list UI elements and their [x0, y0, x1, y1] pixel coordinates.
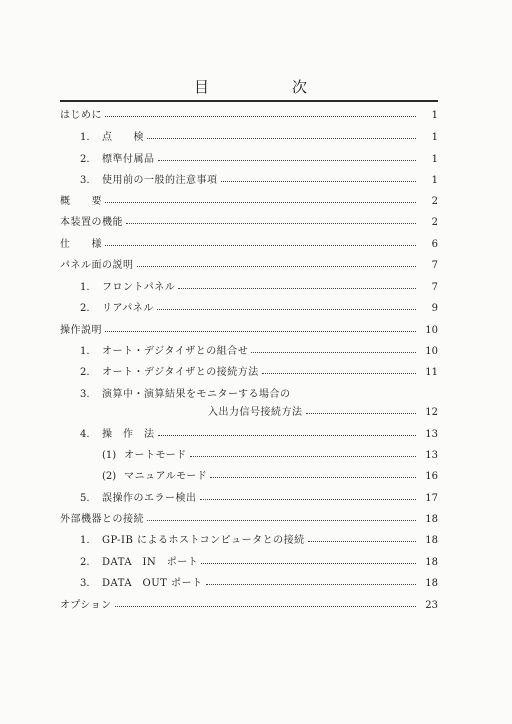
- toc-page-number: 2: [431, 196, 438, 207]
- toc-page-number: 18: [425, 514, 438, 525]
- toc-entry: [60, 234, 438, 250]
- toc-page-number: 1: [431, 132, 438, 143]
- toc-page-number: 17: [425, 493, 438, 504]
- toc-entry: [80, 573, 438, 589]
- dot-leader: [147, 520, 416, 521]
- dot-leader: [137, 266, 417, 267]
- dot-leader: [158, 160, 417, 161]
- dot-leader: [147, 138, 416, 139]
- toc-number: 1.: [80, 132, 90, 143]
- toc-entry: [60, 105, 438, 121]
- toc-page-number: 18: [425, 535, 438, 546]
- dot-leader: [157, 309, 416, 310]
- toc-entry: [60, 191, 438, 207]
- toc-entry: [80, 488, 438, 504]
- toc-label: 点 検: [102, 132, 144, 143]
- toc-page-number: 13: [425, 429, 438, 440]
- toc-entry: [80, 384, 438, 400]
- toc-page-number: 7: [431, 282, 438, 293]
- toc-number: (1): [102, 450, 117, 461]
- toc-entry: [80, 298, 438, 314]
- toc-page-number: 1: [431, 154, 438, 165]
- toc-label: DATA IN ポート: [102, 557, 199, 568]
- toc-entry: [80, 277, 438, 293]
- toc-page-number: 1: [431, 110, 438, 121]
- dot-leader: [210, 477, 416, 478]
- toc-page-number: 12: [425, 407, 438, 418]
- toc-label: 外部機器との接続: [60, 514, 144, 525]
- dot-leader: [306, 413, 417, 414]
- toc-page-number: 10: [425, 346, 438, 357]
- dot-leader: [201, 563, 416, 564]
- toc-number: 1.: [80, 346, 90, 357]
- toc-number: 1.: [80, 282, 90, 293]
- toc-label: 仕 様: [60, 239, 102, 250]
- toc-entry: [102, 466, 438, 482]
- toc-entry: [60, 320, 438, 336]
- dot-leader: [115, 606, 416, 607]
- dot-leader: [105, 245, 416, 246]
- toc-label: パネル面の説明: [60, 260, 134, 271]
- toc-number: 1.: [80, 535, 90, 546]
- toc-entry: [80, 341, 438, 357]
- toc-label: オート・デジタイザとの組合せ: [102, 346, 249, 357]
- toc-label: オートモード: [124, 450, 187, 461]
- toc-number: (2): [102, 471, 117, 482]
- toc-label: 標準付属品: [102, 154, 155, 165]
- dot-leader: [200, 499, 417, 500]
- toc-number: 2.: [80, 303, 90, 314]
- toc-label: 操 作 法: [102, 429, 155, 440]
- toc-page-number: 1: [431, 175, 438, 186]
- title-char-1: 目: [194, 78, 212, 96]
- toc-label: オプション: [60, 600, 112, 611]
- toc-label: 本装置の機能: [60, 217, 123, 228]
- toc-label: DATA OUT ポート: [102, 578, 203, 589]
- dot-leader: [178, 288, 416, 289]
- toc-entry: [102, 445, 438, 461]
- toc-number: 4.: [80, 429, 90, 440]
- toc-entry: [80, 362, 438, 378]
- toc-entry: [80, 552, 438, 568]
- toc-entry: [80, 530, 438, 546]
- toc-page-number: 10: [425, 325, 438, 336]
- dot-leader: [158, 435, 417, 436]
- title-char-2: 次: [292, 78, 310, 96]
- toc-label: 使用前の一般的注意事項: [102, 175, 218, 186]
- toc-entry: [60, 509, 438, 525]
- dot-leader: [308, 541, 416, 542]
- dot-leader: [105, 202, 416, 203]
- toc-number: 3.: [80, 389, 90, 400]
- toc-label: はじめに: [60, 110, 102, 121]
- toc-label: オート・デジタイザとの接続方法: [102, 367, 259, 378]
- toc-label: 誤操作のエラー検出: [102, 493, 197, 504]
- toc-number: 2.: [80, 367, 90, 378]
- toc-number: 2.: [80, 557, 90, 568]
- dot-leader: [206, 584, 416, 585]
- toc-entry: [60, 595, 438, 611]
- toc-label: リアパネル: [102, 303, 154, 314]
- toc-entry: [80, 149, 438, 165]
- toc-label: GP-IB によるホストコンピュータとの接続: [102, 535, 305, 546]
- toc-page-number: 13: [425, 450, 438, 461]
- toc-page-number: 7: [431, 260, 438, 271]
- toc-number: 3.: [80, 578, 90, 589]
- toc-label: 演算中・演算結果をモニターする場合の: [102, 389, 291, 400]
- dot-leader: [126, 223, 416, 224]
- toc-entry-continuation: [208, 402, 438, 418]
- dot-leader: [251, 352, 416, 353]
- toc-number: 5.: [80, 493, 90, 504]
- dot-leader: [262, 373, 416, 374]
- toc-entry: [80, 424, 438, 440]
- toc-label: フロントパネル: [102, 282, 176, 293]
- dot-leader: [221, 181, 417, 182]
- toc-number: 2.: [80, 154, 90, 165]
- toc-label: 概 要: [60, 196, 102, 207]
- toc-entry: [60, 212, 438, 228]
- toc-page-number: 9: [431, 303, 438, 314]
- toc-page-number: 18: [425, 557, 438, 568]
- toc-label: マニュアルモード: [124, 471, 208, 482]
- toc-entry: [60, 255, 438, 271]
- toc-page-number: 16: [425, 471, 438, 482]
- dot-leader: [105, 331, 416, 332]
- toc-page-number: 6: [431, 239, 438, 250]
- toc-label: 操作説明: [60, 325, 102, 336]
- toc-number: 3.: [80, 175, 90, 186]
- dot-leader: [105, 116, 416, 117]
- toc-entry: [80, 170, 438, 186]
- dot-leader: [190, 456, 416, 457]
- toc-entry: [80, 127, 438, 143]
- toc-label: 入出力信号接続方法: [208, 407, 303, 418]
- toc-page-number: 18: [425, 578, 438, 589]
- toc-page-number: 11: [425, 367, 438, 378]
- toc-page-number: 23: [425, 600, 438, 611]
- toc-page-number: 2: [431, 217, 438, 228]
